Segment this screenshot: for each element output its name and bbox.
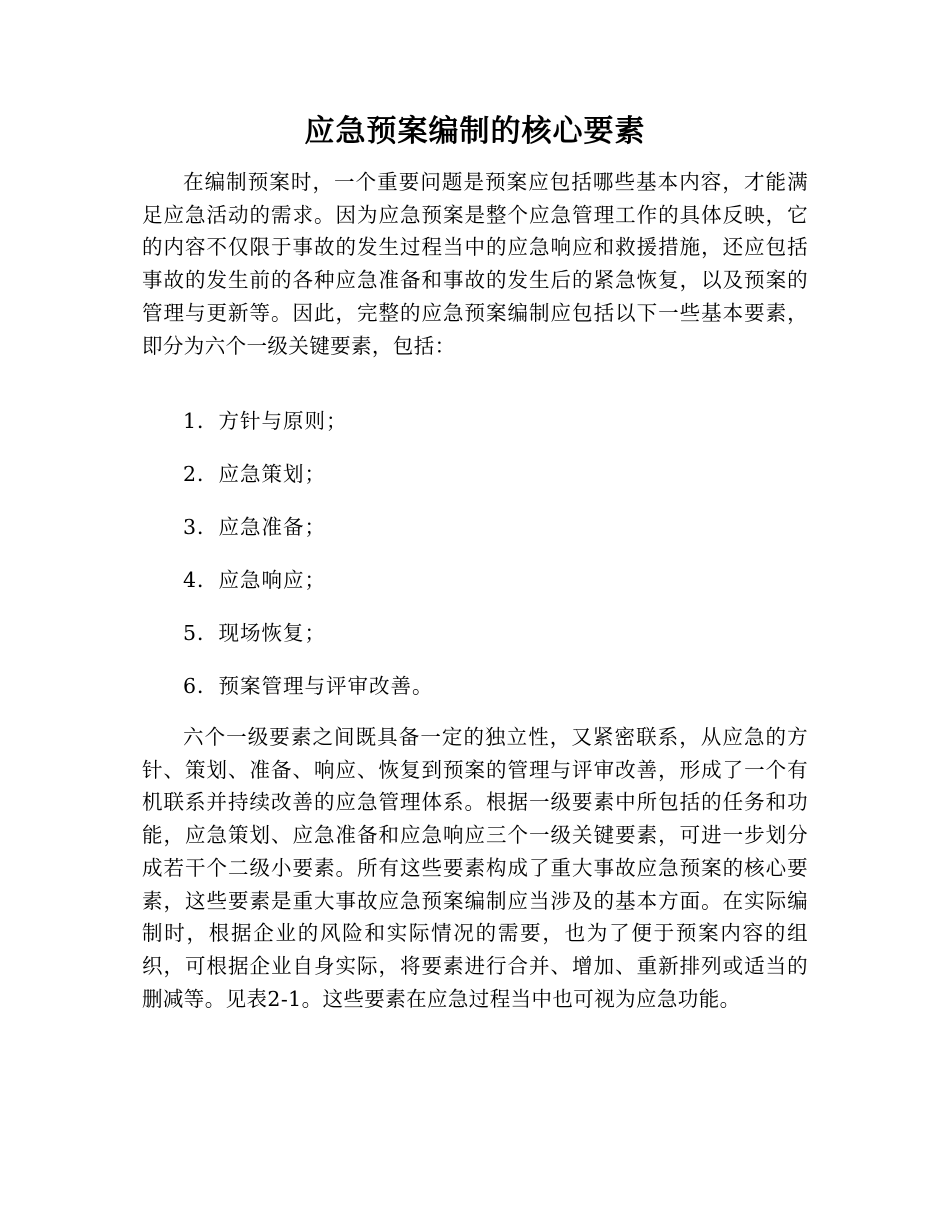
- document-title: 应急预案编制的核心要素: [304, 114, 646, 149]
- intro-paragraph: 在编制预案时，一个重要问题是预案应包括哪些基本内容，才能满足应急活动的需求。因为应急预案是整个应急管理工作的具体反映，它的内容不仅限于事故的发生过程当中的应急响应和救援措施，还应包括事故的发生前的各种应急准备和事故的发生后的紧急恢复，以及预案的管理与更新等。因此，完整的应急预案编制应包括以下一些基本要素，即分为六个一级关键要素，包括：: [142, 170, 808, 358]
- list-item: 3．应急准备；: [183, 515, 327, 539]
- closing-paragraph: 六个一级要素之间既具备一定的独立性，又紧密联系，从应急的方针、策划、准备、响应、恢复到预案的管理与评审改善，形成了一个有机联系并持续改善的应急管理体系。根据一级要素中所包括的任务和功能，应急策划、应急准备和应急响应三个一级关键要素，可进一步划分成若干个二级小要素。所有这些要素构成了重大事故应急预案的核心要素，这些要素是重大事故应急预案编制应当涉及的基本方面。在实际编制时，根据企业的风险和实际情况的需要，也为了便于预案内容的组织，可根据企业自身实际，将要素进行合并、增加、重新排列或适当的删减等。见表2-1。这些要素在应急过程当中也可视为应急功能。: [142, 725, 808, 1011]
- key-elements-list: [183, 405, 434, 723]
- list-item: 1．方针与原则；: [183, 409, 348, 433]
- list-item: 4．应急响应；: [183, 568, 327, 592]
- list-item: 5．现场恢复；: [183, 621, 327, 645]
- list-item: 6．预案管理与评审改善。: [183, 674, 434, 698]
- list-item: 2．应急策划；: [183, 462, 327, 486]
